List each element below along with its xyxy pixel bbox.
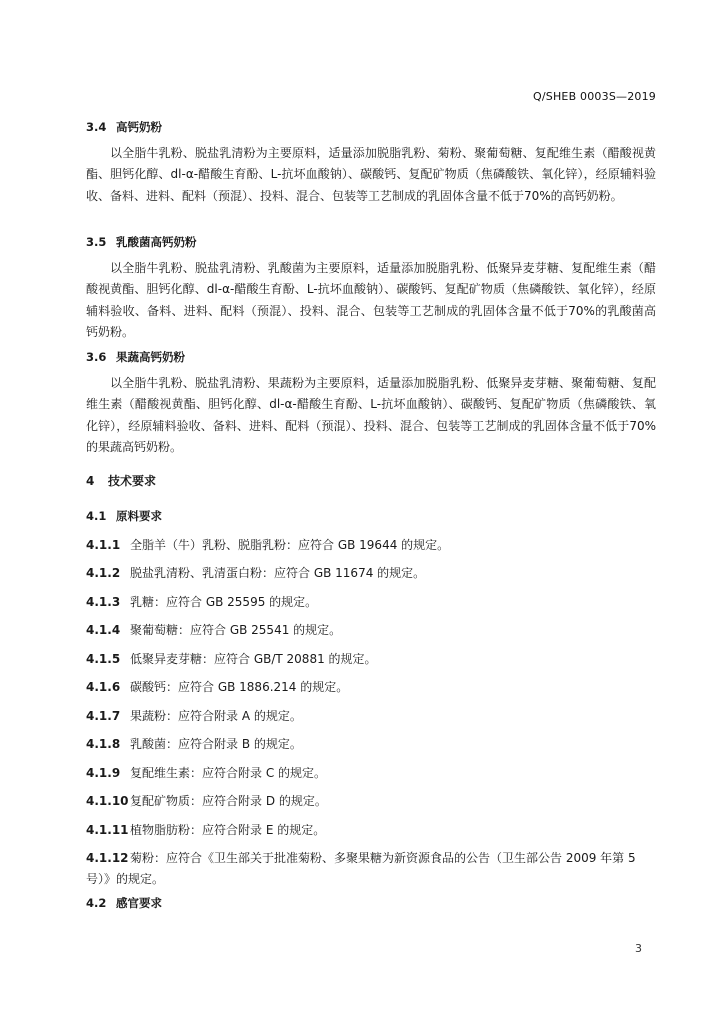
section-number: 4.1	[86, 509, 107, 523]
item-text: 低聚异麦芽糖：应符合 GB/T 20881 的规定。	[130, 652, 377, 666]
section-title: 乳酸菌高钙奶粉	[116, 235, 197, 249]
section-title: 感官要求	[116, 896, 162, 910]
item-text: 复配矿物质：应符合附录 D 的规定。	[130, 794, 327, 808]
item-text: 碳酸钙：应符合 GB 1886.214 的规定。	[130, 680, 349, 694]
section-4-2-heading	[86, 895, 656, 911]
chapter-4-heading	[86, 472, 656, 489]
requirement-item	[86, 649, 656, 670]
section-title: 果蔬高钙奶粉	[116, 350, 185, 364]
item-text: 菊粉：应符合《卫生部关于批准菊粉、多聚果糖为新资源食品的公告（卫生部公告 2009 年第 5 号）》的规定。	[86, 851, 636, 886]
section-3-5-heading	[86, 234, 656, 250]
section-3-6-body: 以全脂牛乳粉、脱盐乳清粉、果蔬粉为主要原料，适量添加脱脂乳粉、低聚异麦芽糖、聚葡萄糖、复配维生素（醋酸视黄酯、胆钙化醇、dl-α-醋酸生育酚、L-抗坏血酸钠）、碳酸钙、复配矿物质（焦磷酸铁、氧化锌），经原辅料验收、备料、进料、配料（预混）、投料、混合、包装等工艺制成的乳固体含量不低于70%的果蔬高钙奶粉。	[86, 376, 656, 454]
section-title: 高钙奶粉	[116, 120, 162, 134]
section-title: 原料要求	[116, 509, 162, 523]
item-number: 4.1.4	[86, 623, 121, 637]
item-number: 4.1.9	[86, 766, 121, 780]
requirement-item	[86, 535, 656, 556]
item-number: 4.1.1	[86, 538, 121, 552]
item-number: 4.1.5	[86, 652, 121, 666]
item-text: 乳酸菌：应符合附录 B 的规定。	[130, 737, 302, 751]
section-3-4-heading	[86, 119, 656, 135]
section-number: 3.5	[86, 235, 107, 249]
item-text: 乳糖：应符合 GB 25595 的规定。	[130, 595, 318, 609]
requirement-item	[86, 734, 656, 755]
item-number: 4.1.6	[86, 680, 121, 694]
item-text: 复配维生素：应符合附录 C 的规定。	[130, 766, 327, 780]
item-text: 植物脂肪粉：应符合附录 E 的规定。	[130, 823, 326, 837]
section-4-1-heading	[86, 508, 656, 524]
chapter-title: 技术要求	[108, 474, 157, 488]
requirement-item	[86, 563, 656, 584]
section-number: 3.6	[86, 350, 107, 364]
item-text: 聚葡萄糖：应符合 GB 25541 的规定。	[130, 623, 342, 637]
item-text: 全脂羊（牛）乳粉、脱脂乳粉：应符合 GB 19644 的规定。	[130, 538, 450, 552]
requirement-item	[86, 706, 656, 727]
section-3-4-body: 以全脂牛乳粉、脱盐乳清粉为主要原料，适量添加脱脂乳粉、菊粉、聚葡萄糖、复配维生素（醋酸视黄酯、胆钙化醇、dl-α-醋酸生育酚、L-抗坏血酸钠）、碳酸钙、复配矿物质（焦磷酸铁、氧化锌），经原辅料验收、备料、进料、配料（预混）、投料、混合、包装等工艺制成的乳固体含量不低于70%的高钙奶粉。	[86, 146, 656, 203]
item-text: 果蔬粉：应符合附录 A 的规定。	[130, 709, 302, 723]
requirement-item	[86, 677, 656, 698]
section-3-5-body: 以全脂牛乳粉、脱盐乳清粉、乳酸菌为主要原料，适量添加脱脂乳粉、低聚异麦芽糖、复配维生素（醋酸视黄酯、胆钙化醇、dl-α-醋酸生育酚、L-抗坏血酸钠）、碳酸钙、复配矿物质（焦磷酸铁、氧化锌），经原辅料验收、备料、进料、配料（预混）、投料、混合、包装等工艺制成的乳固体含量不低于70%的乳酸菌高钙奶粉。	[86, 261, 656, 339]
item-number: 4.1.2	[86, 566, 121, 580]
section-number: 3.4	[86, 120, 107, 134]
item-number: 4.1.12	[86, 851, 129, 865]
requirement-item	[86, 820, 656, 841]
item-number: 4.1.11	[86, 823, 129, 837]
item-number: 4.1.7	[86, 709, 121, 723]
requirement-item	[86, 592, 656, 613]
item-number: 4.1.3	[86, 595, 121, 609]
requirement-item	[86, 620, 656, 641]
item-number: 4.1.8	[86, 737, 121, 751]
item-text: 脱盐乳清粉、乳清蛋白粉：应符合 GB 11674 的规定。	[130, 566, 426, 580]
chapter-number: 4	[86, 474, 95, 488]
document-code: Q/SHEB 0003S—2019	[533, 90, 656, 103]
item-number: 4.1.10	[86, 794, 129, 808]
requirement-item	[86, 848, 656, 890]
section-number: 4.2	[86, 896, 107, 910]
requirement-item	[86, 763, 656, 784]
page-number: 3	[635, 942, 642, 955]
requirement-item	[86, 791, 656, 812]
section-3-6-heading	[86, 349, 656, 365]
